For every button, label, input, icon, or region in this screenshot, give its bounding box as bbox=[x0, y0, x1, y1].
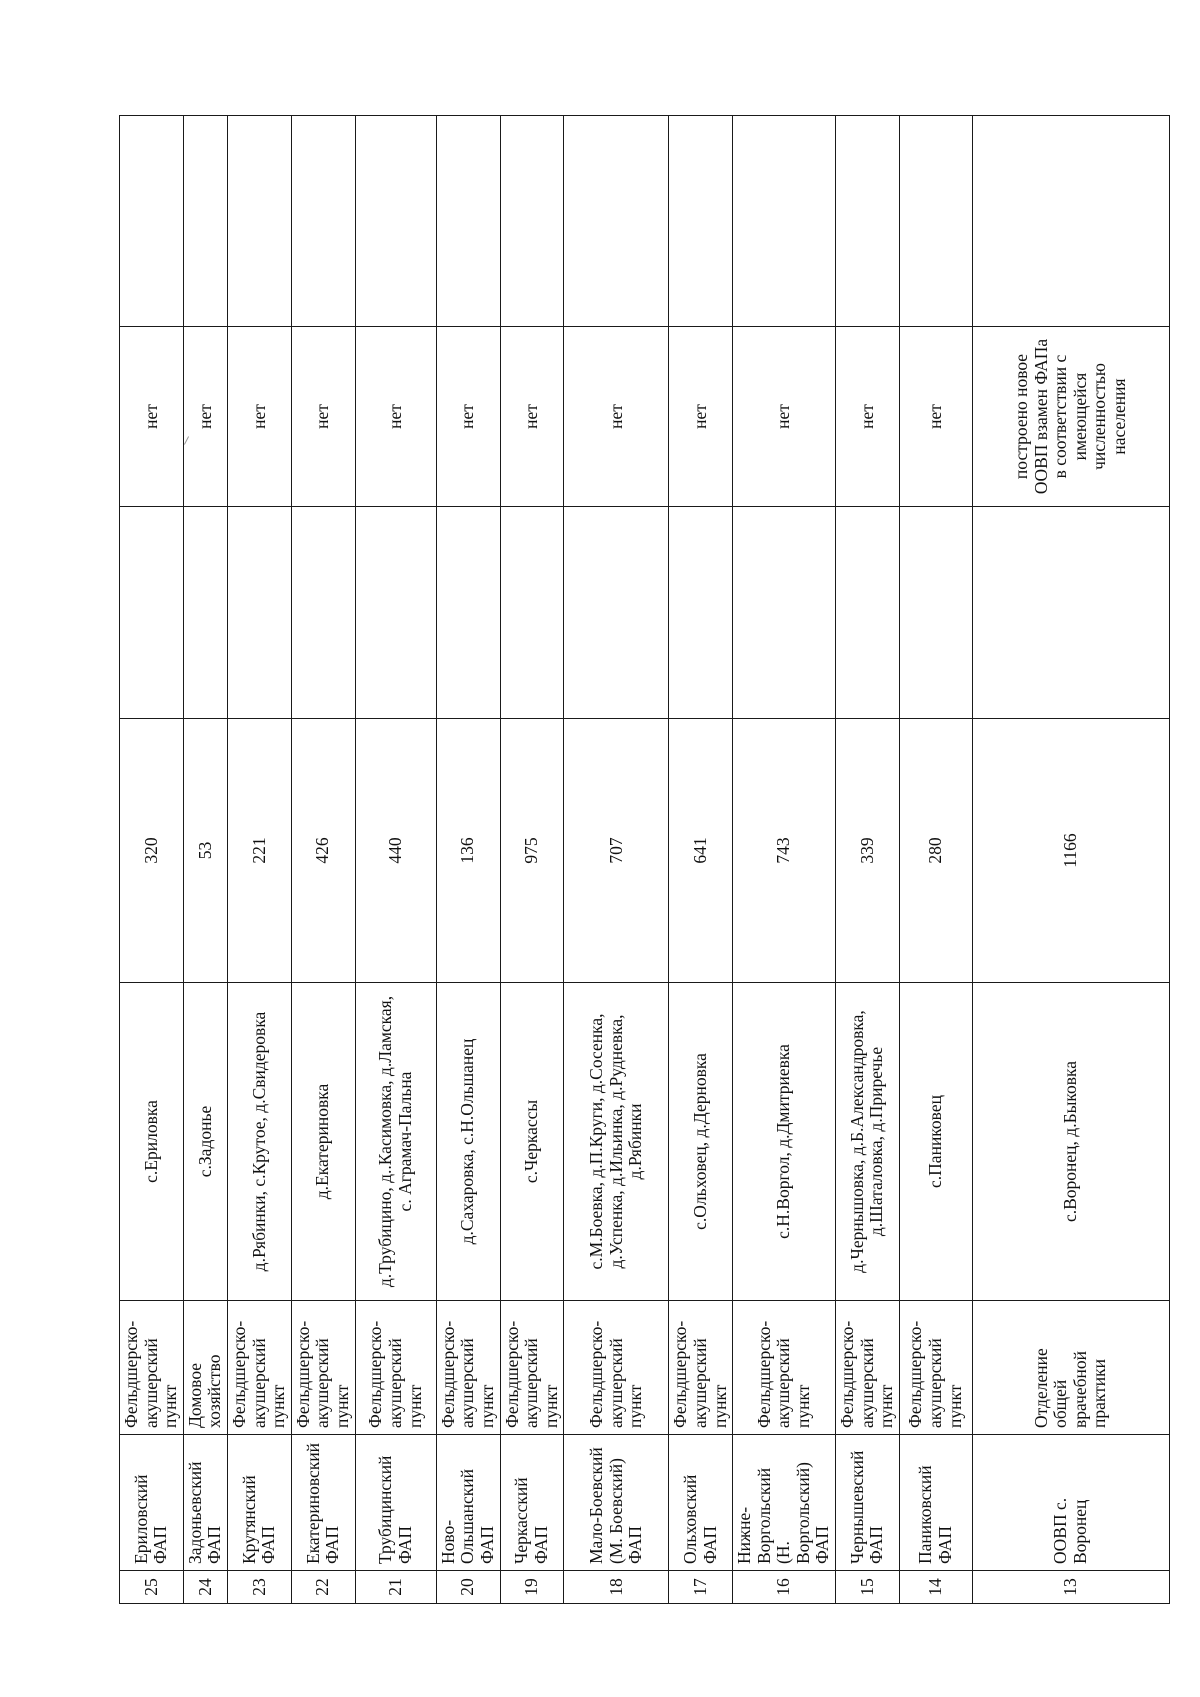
population-cell: 975 bbox=[500, 719, 564, 983]
row-number-cell: 14 bbox=[899, 1571, 972, 1604]
rotated-table-page bbox=[119, 116, 1130, 1604]
population-cell: 1166 bbox=[972, 719, 1169, 983]
settlements-cell: с.Черкассы bbox=[500, 983, 564, 1301]
empty-cell bbox=[669, 507, 733, 719]
blank-edge-cell bbox=[564, 116, 669, 327]
note-cell: нет bbox=[733, 327, 836, 507]
facility-name-cell: Черкасский ФАП bbox=[500, 1435, 564, 1571]
note-cell: нет bbox=[120, 327, 184, 507]
row-number-cell: 21 bbox=[355, 1571, 436, 1604]
population-cell: 53 bbox=[183, 719, 227, 983]
facility-name-cell: Ольховский ФАП bbox=[669, 1435, 733, 1571]
empty-cell bbox=[120, 507, 184, 719]
facility-type-cell: Отделение общей врачебной практики bbox=[972, 1301, 1169, 1435]
settlements-cell: д.Сахаровка, с.Н.Ольшанец bbox=[436, 983, 500, 1301]
table-row bbox=[227, 116, 291, 1604]
row-number-cell: 19 bbox=[500, 1571, 564, 1604]
row-number-cell: 22 bbox=[291, 1571, 355, 1604]
settlements-cell: д.Екатериновка bbox=[291, 983, 355, 1301]
table-row bbox=[564, 116, 669, 1604]
settlements-cell: с.Ериловка bbox=[120, 983, 184, 1301]
blank-edge-cell bbox=[972, 116, 1169, 327]
settlements-cell: с.Воронец, д.Быковка bbox=[972, 983, 1169, 1301]
facility-name-cell: Екатериновский ФАП bbox=[291, 1435, 355, 1571]
facility-name-cell: ООВП с. Воронец bbox=[972, 1435, 1169, 1571]
table-row bbox=[291, 116, 355, 1604]
population-cell: 426 bbox=[291, 719, 355, 983]
blank-edge-cell bbox=[227, 116, 291, 327]
table-row bbox=[183, 116, 227, 1604]
population-cell: 280 bbox=[899, 719, 972, 983]
note-cell: нет bbox=[183, 327, 227, 507]
settlements-cell: д.Трубицино, д..Касимовка, д.Ламская, с. Аграмач-Пальна bbox=[355, 983, 436, 1301]
blank-edge-cell bbox=[733, 116, 836, 327]
settlements-cell: с.Паниковец bbox=[899, 983, 972, 1301]
settlements-cell: с.М.Боевка, д.П.Круги, д.Сосенка, д.Успенка, д.Ильинка, д.Рудневка, д.Рябинки bbox=[564, 983, 669, 1301]
settlements-cell: с.Н.Воргол, д.Дмитриевка bbox=[733, 983, 836, 1301]
blank-edge-cell bbox=[120, 116, 184, 327]
facility-type-cell: Фельдшерско-акушерский пункт bbox=[733, 1301, 836, 1435]
table-row bbox=[836, 116, 900, 1604]
empty-cell bbox=[972, 507, 1169, 719]
blank-edge-cell bbox=[436, 116, 500, 327]
table-row bbox=[669, 116, 733, 1604]
empty-cell bbox=[836, 507, 900, 719]
note-cell: нет bbox=[436, 327, 500, 507]
facility-name-cell: Паниковский ФАП bbox=[899, 1435, 972, 1571]
facility-type-cell: Фельдшерско-акушерский пункт bbox=[291, 1301, 355, 1435]
settlements-cell: д.Рябинки, с.Крутое, д.Свидеровка bbox=[227, 983, 291, 1301]
blank-edge-cell bbox=[669, 116, 733, 327]
settlements-cell: с.Задонье bbox=[183, 983, 227, 1301]
note-cell: нет bbox=[564, 327, 669, 507]
facility-type-cell: Фельдшерско-акушерский пункт bbox=[669, 1301, 733, 1435]
note-cell: нет bbox=[500, 327, 564, 507]
note-cell: построено новое ООВП взамен ФАПа в соответствии с имеющейся численностью населения bbox=[972, 327, 1169, 507]
facility-type-cell: Фельдшерско-акушерский пункт bbox=[836, 1301, 900, 1435]
facility-name-cell: Крутянский ФАП bbox=[227, 1435, 291, 1571]
empty-cell bbox=[564, 507, 669, 719]
empty-cell bbox=[733, 507, 836, 719]
facility-type-cell: Фельдшерско-акушерский пункт bbox=[355, 1301, 436, 1435]
table-body bbox=[120, 116, 1170, 1604]
facility-type-cell: Фельдшерско-акушерский пункт bbox=[899, 1301, 972, 1435]
facility-name-cell: Мало-Боевский (М. Боевский) ФАП bbox=[564, 1435, 669, 1571]
facility-type-cell: Фельдшерско-акушерский пункт bbox=[227, 1301, 291, 1435]
empty-cell bbox=[899, 507, 972, 719]
row-number-cell: 15 bbox=[836, 1571, 900, 1604]
table-row bbox=[500, 116, 564, 1604]
facilities-table bbox=[119, 115, 1170, 1604]
row-number-cell: 20 bbox=[436, 1571, 500, 1604]
facility-type-cell: Фельдшерско-акушерский пункт bbox=[120, 1301, 184, 1435]
blank-edge-cell bbox=[291, 116, 355, 327]
table-row bbox=[899, 116, 972, 1604]
facility-type-cell: Фельдшерско-акушерский пункт bbox=[564, 1301, 669, 1435]
blank-edge-cell bbox=[836, 116, 900, 327]
table-row bbox=[120, 116, 184, 1604]
facility-name-cell: Нижне-Воргольский (Н. Воргольский) ФАП bbox=[733, 1435, 836, 1571]
row-number-cell: 18 bbox=[564, 1571, 669, 1604]
population-cell: 707 bbox=[564, 719, 669, 983]
facility-type-cell: Фельдшерско-акушерский пункт bbox=[436, 1301, 500, 1435]
row-number-cell: 17 bbox=[669, 1571, 733, 1604]
population-cell: 320 bbox=[120, 719, 184, 983]
row-number-cell: 16 bbox=[733, 1571, 836, 1604]
empty-cell bbox=[500, 507, 564, 719]
facility-name-cell: Задоньевский ФАП bbox=[183, 1435, 227, 1571]
table-row bbox=[733, 116, 836, 1604]
note-cell: нет bbox=[355, 327, 436, 507]
note-cell: нет bbox=[836, 327, 900, 507]
population-cell: 136 bbox=[436, 719, 500, 983]
row-number-cell: 23 bbox=[227, 1571, 291, 1604]
facility-name-cell: Чернышевский ФАП bbox=[836, 1435, 900, 1571]
note-cell: нет bbox=[899, 327, 972, 507]
note-cell: нет bbox=[227, 327, 291, 507]
settlements-cell: д.Чернышовка, д.Б.Александровка, д.Шаталовка, д.Приречье bbox=[836, 983, 900, 1301]
row-number-cell: 13 bbox=[972, 1571, 1169, 1604]
facility-name-cell: Трубицинский ФАП bbox=[355, 1435, 436, 1571]
note-cell: нет bbox=[669, 327, 733, 507]
facility-type-cell: Домовое хозяйство bbox=[183, 1301, 227, 1435]
population-cell: 221 bbox=[227, 719, 291, 983]
population-cell: 339 bbox=[836, 719, 900, 983]
population-cell: 743 bbox=[733, 719, 836, 983]
table-row bbox=[436, 116, 500, 1604]
empty-cell bbox=[436, 507, 500, 719]
empty-cell bbox=[227, 507, 291, 719]
empty-cell bbox=[183, 507, 227, 719]
table-row bbox=[355, 116, 436, 1604]
population-cell: 440 bbox=[355, 719, 436, 983]
settlements-cell: с.Ольховец, д.Дерновка bbox=[669, 983, 733, 1301]
note-cell: нет bbox=[291, 327, 355, 507]
facility-name-cell: Ериловский ФАП bbox=[120, 1435, 184, 1571]
facility-name-cell: Ново-Ольшанский ФАП bbox=[436, 1435, 500, 1571]
empty-cell bbox=[355, 507, 436, 719]
blank-edge-cell bbox=[355, 116, 436, 327]
blank-edge-cell bbox=[183, 116, 227, 327]
table-row bbox=[972, 116, 1169, 1604]
blank-edge-cell bbox=[899, 116, 972, 327]
blank-edge-cell bbox=[500, 116, 564, 327]
row-number-cell: 25 bbox=[120, 1571, 184, 1604]
empty-cell bbox=[291, 507, 355, 719]
facility-type-cell: Фельдшерско-акушерский пункт bbox=[500, 1301, 564, 1435]
row-number-cell: 24 bbox=[183, 1571, 227, 1604]
population-cell: 641 bbox=[669, 719, 733, 983]
